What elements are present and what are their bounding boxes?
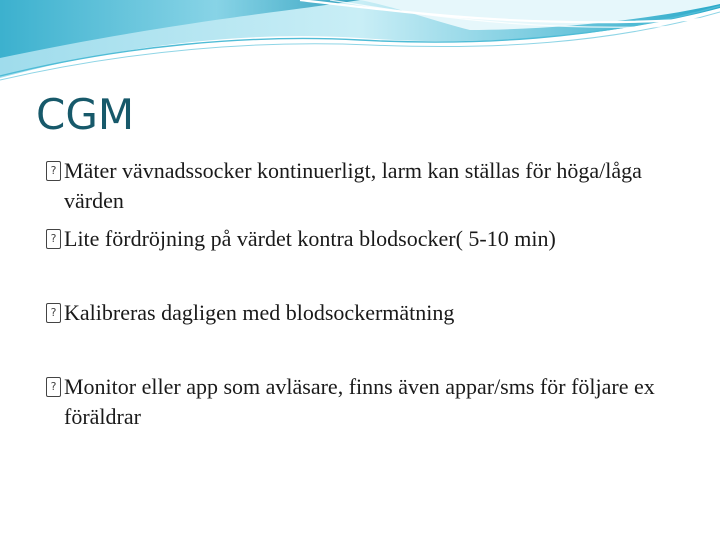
bullet-marker-icon: ? bbox=[46, 303, 61, 323]
bullet-marker-icon: ? bbox=[46, 161, 61, 181]
bullet-item bbox=[46, 224, 696, 254]
bullet-list bbox=[46, 156, 696, 432]
bullet-text: Monitor eller app som avläsare, finns även appar/sms för följare ex föräldrar bbox=[64, 374, 655, 429]
bullet-text: Mäter vävnadssocker kontinuerligt, larm kan ställas för höga/låga värden bbox=[64, 158, 642, 213]
bullet-marker-icon: ? bbox=[46, 229, 61, 249]
bullet-marker-icon: ? bbox=[46, 377, 61, 397]
bullet-item bbox=[46, 156, 696, 216]
bullet-text: Kalibreras dagligen med blodsockermätning bbox=[64, 300, 455, 325]
bullet-item bbox=[46, 372, 696, 432]
slide-title: CGM bbox=[36, 90, 135, 139]
bullet-text: Lite fördröjning på värdet kontra blodsocker( 5-10 min) bbox=[64, 226, 556, 251]
bullet-item bbox=[46, 298, 696, 328]
header-wave-decoration bbox=[0, 0, 720, 90]
